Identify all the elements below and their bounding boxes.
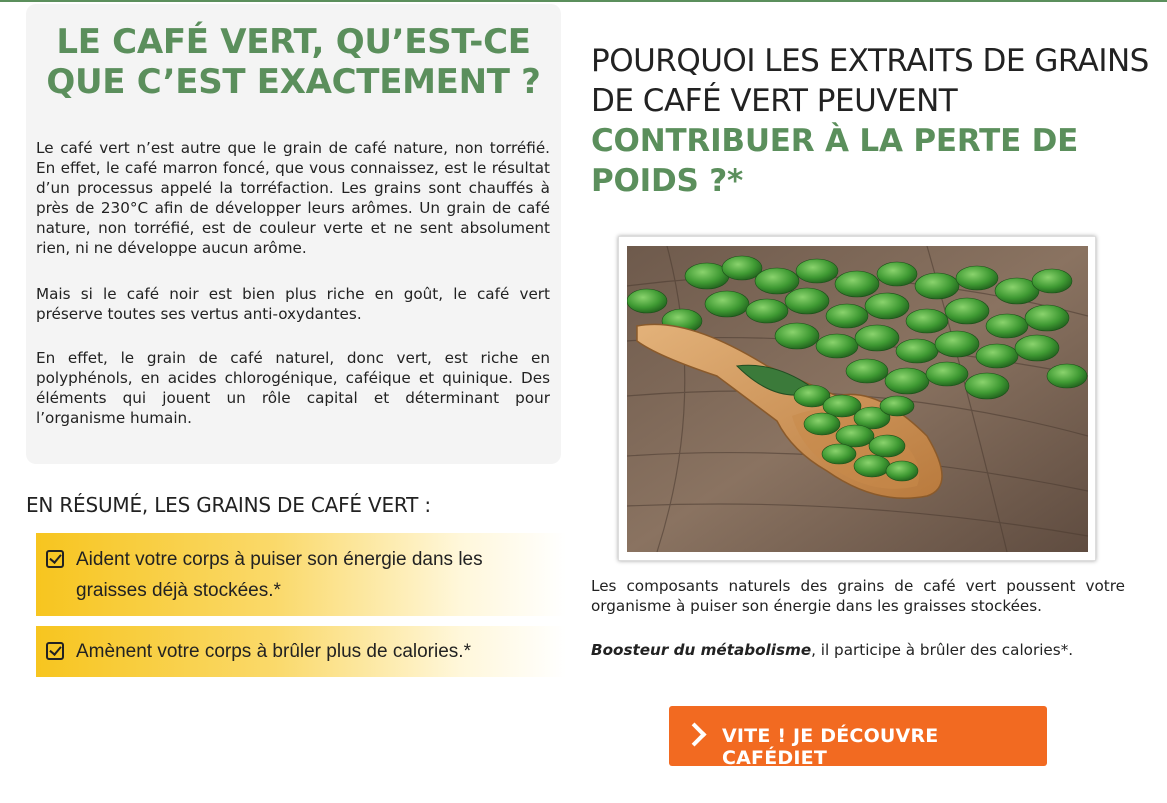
top-divider [0, 0, 1167, 2]
info-paragraph-3: En effet, le grain de café naturel, donc vert, est riche en polyphénols, en acides chlorogénique, caféique et quinique. Des éléments qui jouent un rôle capital et déterminant pour l’organisme humain. [36, 349, 550, 427]
chevron-right-icon [682, 722, 706, 746]
why-paragraph-2 [591, 640, 1125, 660]
summary-title: EN RÉSUMÉ, LES GRAINS DE CAFÉ VERT : [26, 493, 431, 517]
why-paragraph-1: Les composants naturels des grains de café vert poussent votre organisme à puiser son énergie dans les graisses stockées. [591, 577, 1125, 615]
product-photo-frame [618, 236, 1096, 561]
benefit-text: Amènent votre corps à brûler plus de calories.* [76, 641, 471, 662]
benefit-item [36, 626, 566, 677]
benefit-text: Aident votre corps à puiser son énergie dans les graisses déjà stockées.* [76, 549, 483, 601]
info-paragraph-1: Le café vert n’est autre que le grain de café nature, non torréfié. En effet, le café marron foncé, que vous connaissez, est le résultat d’un processus appelé la torréfaction. Les grains sont chauffés à près de 230°C afin de développer leurs arômes. Un grain de café nature, non torréfié, est de couleur verte et ne sent absolument rien, ni ne développe aucun arôme. [36, 139, 550, 257]
why-paragraph-2-rest: , il participe à brûler des calories*. [811, 641, 1074, 659]
why-title [591, 41, 1151, 201]
info-paragraph-2: Mais si le café noir est bien plus riche en goût, le café vert préserve toutes ses vertus anti-oxydantes. [36, 285, 550, 323]
why-title-plain: POURQUOI LES EXTRAITS DE GRAINS DE CAFÉ VERT PEUVENT [591, 43, 1149, 119]
checkbox-checked-icon [46, 642, 64, 660]
info-title: LE CAFÉ VERT, QU’EST-CE QUE C’EST EXACTEMENT ? [46, 22, 541, 102]
cta-label: VITE ! JE DÉCOUVRE CAFÉDIET [722, 725, 939, 769]
why-title-highlight: CONTRIBUER À LA PERTE DE POIDS ?* [591, 123, 1079, 199]
green-coffee-beans-photo [627, 246, 1088, 552]
why-paragraph-2-bold: Boosteur du métabolisme [591, 641, 812, 659]
checkbox-checked-icon [46, 550, 64, 568]
discover-cafediet-button[interactable] [669, 706, 1047, 769]
benefit-item [36, 533, 566, 616]
